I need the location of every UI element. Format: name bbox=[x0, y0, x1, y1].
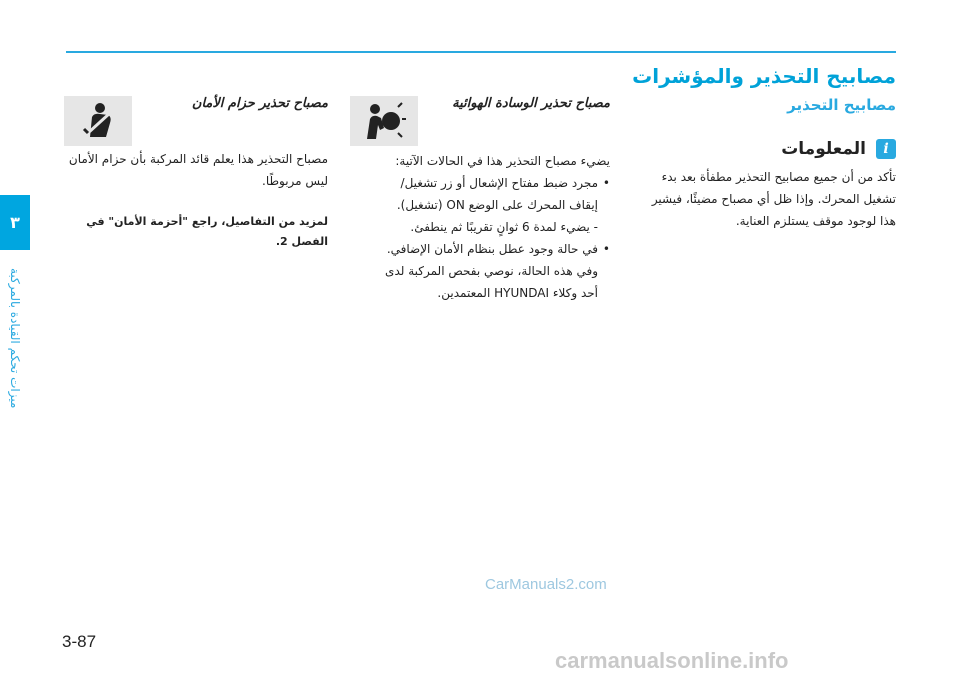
airbag-bullet-2: • في حالة وجود عطل بنظام الأمان الإضافي. bbox=[370, 238, 610, 260]
section-title: مصابيح التحذير والمؤشرات bbox=[632, 64, 896, 88]
airbag-bullet-1: • مجرد ضبط مفتاح الإشعال أو زر تشغيل/ إيقاف المحرك على الوضع ON (تشغيل). bbox=[370, 172, 610, 216]
footer-watermark[interactable]: carmanualsonline.info bbox=[555, 648, 789, 673]
info-body: تأكد من أن جميع مصابيح التحذير مطفأة بعد بدء تشغيل المحرك. وإذا ظل أي مصباح مضيئًا، فيشير هذا لوجود موقف يستلزم العناية. bbox=[651, 170, 896, 228]
chapter-tab[interactable] bbox=[0, 195, 30, 250]
seatbelt-warning-title: مصباح تحذير حزام الأمان bbox=[191, 96, 328, 111]
airbag-warning-title: مصباح تحذير الوسادة الهوائية bbox=[452, 96, 610, 111]
info-title: المعلومات bbox=[781, 139, 866, 159]
airbag-dash-1: - يضيء لمدة 6 ثوانٍ تقريبًا ثم ينطفئ. bbox=[410, 220, 598, 234]
chapter-label: ميزات تحكم القيادة بالمركبة bbox=[8, 268, 22, 409]
watermark[interactable]: CarManuals2.com bbox=[485, 576, 607, 593]
sub-title: مصابيح التحذير bbox=[787, 96, 896, 114]
seatbelt-warning-body: مصباح التحذير هذا يعلم قائد المركبة بأن حزام الأمان ليس مربوطًا. bbox=[68, 152, 328, 188]
airbag-warning-body bbox=[370, 150, 610, 304]
chapter-number: ٣ bbox=[10, 213, 20, 232]
seatbelt-warning-note: لمزيد من التفاصيل، راجع "أحزمة الأمان" في الفصل 2. bbox=[86, 215, 328, 248]
seatbelt-warning-box bbox=[64, 96, 132, 146]
page-number: 3-87 bbox=[62, 632, 97, 651]
airbag-bullet-2-cont: وفي هذه الحالة، نوصي بفحص المركبة لدى أحد وكلاء HYUNDAI المعتمدين. bbox=[385, 264, 598, 300]
info-icon: i bbox=[876, 139, 896, 159]
airbag-warning-box bbox=[350, 96, 418, 146]
airbag-intro: يضيء مصباح التحذير هذا في الحالات الآتية: bbox=[395, 154, 610, 168]
airbag-icon bbox=[362, 101, 406, 141]
seatbelt-icon bbox=[78, 101, 118, 141]
header-rule bbox=[66, 51, 896, 53]
info-header bbox=[781, 139, 896, 159]
